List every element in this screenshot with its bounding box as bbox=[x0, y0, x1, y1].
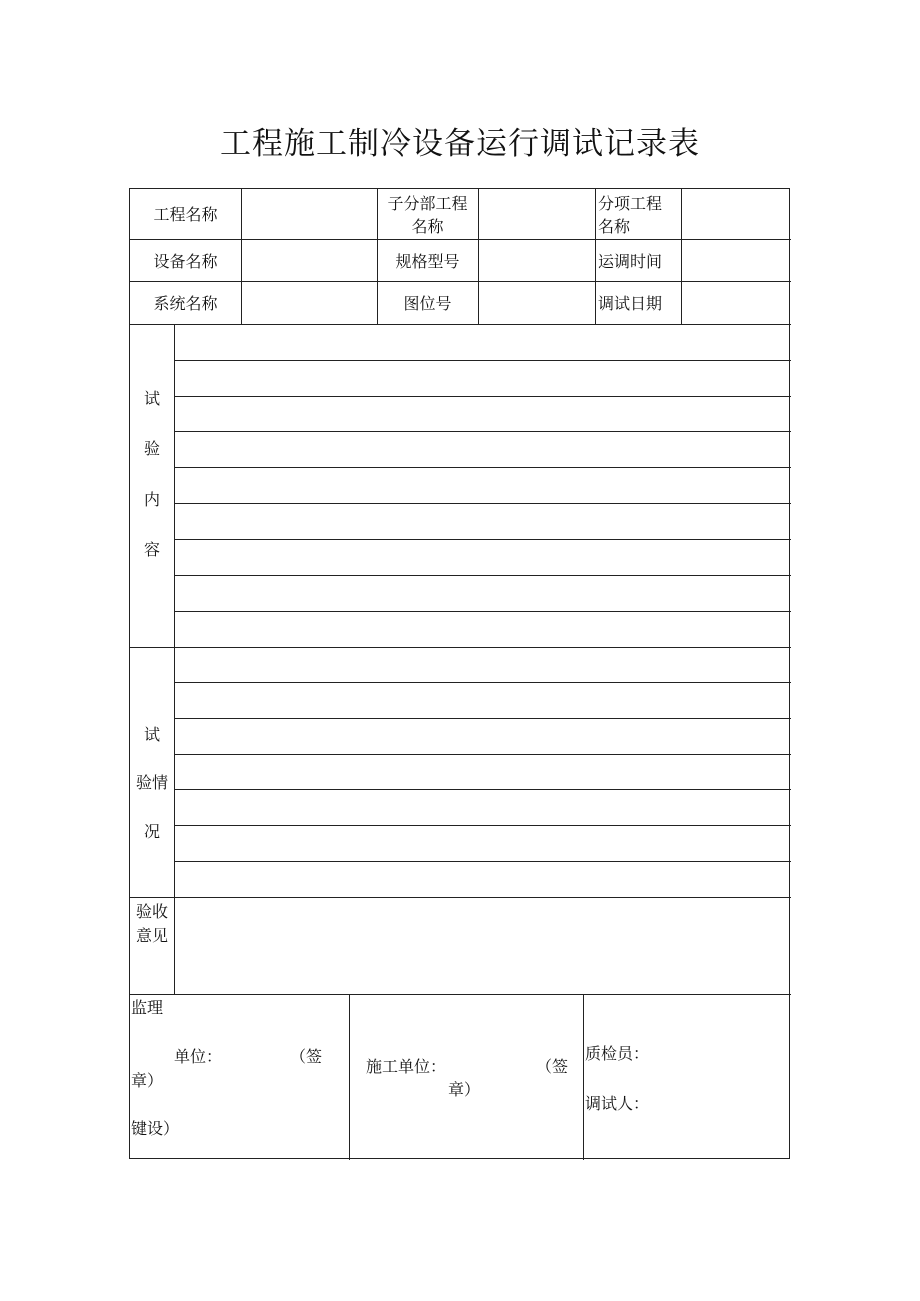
section-divider bbox=[130, 897, 791, 898]
blank-line bbox=[174, 431, 791, 432]
construction-unit-label: 施工单位： bbox=[366, 1057, 447, 1076]
blank-line bbox=[174, 539, 791, 540]
column-divider bbox=[595, 189, 596, 324]
acceptance-label-cont: 意见 bbox=[135, 926, 168, 945]
project-name-label: 工程名称 bbox=[153, 205, 218, 224]
supervision-sign-label: （签 bbox=[290, 1047, 323, 1066]
blank-line bbox=[174, 789, 791, 790]
blank-line bbox=[174, 611, 791, 612]
blank-line bbox=[174, 360, 791, 361]
blank-line bbox=[174, 825, 791, 826]
column-divider bbox=[583, 994, 584, 1160]
construction-sign-label: （签 bbox=[536, 1057, 569, 1076]
blank-line bbox=[174, 682, 791, 683]
acceptance-label: 验收 bbox=[135, 902, 168, 921]
owner-label: 键设） bbox=[131, 1119, 180, 1138]
spec-model-label: 规格型号 bbox=[395, 252, 460, 271]
test-situation-label-char: 验情 bbox=[135, 773, 168, 792]
tester-label: 调试人： bbox=[585, 1094, 650, 1113]
row-divider bbox=[130, 324, 791, 325]
sub-project-label-cont: 名称 bbox=[411, 217, 444, 236]
column-divider bbox=[349, 994, 350, 1160]
column-divider bbox=[478, 189, 479, 324]
equipment-name-label: 设备名称 bbox=[153, 252, 218, 271]
supervision-label: 监理 bbox=[131, 998, 164, 1017]
blank-line bbox=[174, 718, 791, 719]
section-divider bbox=[130, 647, 791, 648]
test-content-label-char: 试 bbox=[143, 389, 160, 408]
item-project-label-cont: 名称 bbox=[598, 217, 631, 236]
blank-line bbox=[174, 754, 791, 755]
test-content-label-char: 容 bbox=[143, 540, 160, 559]
section-divider bbox=[130, 994, 791, 995]
blank-line bbox=[174, 575, 791, 576]
blank-line bbox=[174, 861, 791, 862]
row-divider bbox=[130, 281, 791, 282]
blank-line bbox=[174, 467, 791, 468]
run-time-label: 运调时间 bbox=[598, 252, 663, 271]
quality-inspector-label: 质检员： bbox=[585, 1044, 650, 1063]
test-content-label-char: 验 bbox=[143, 439, 160, 458]
item-project-label: 分项工程 bbox=[598, 194, 663, 213]
blank-line bbox=[174, 396, 791, 397]
column-divider bbox=[241, 189, 242, 324]
record-form-table bbox=[129, 188, 790, 1159]
test-situation-label-char: 况 bbox=[143, 822, 160, 841]
test-content-label-char: 内 bbox=[143, 490, 160, 509]
page-title: 工程施工制冷设备运行调试记录表 bbox=[220, 126, 700, 162]
construction-seal-label: 章） bbox=[448, 1080, 481, 1099]
column-divider bbox=[681, 189, 682, 324]
supervision-unit-label: 单位： bbox=[174, 1047, 223, 1066]
supervision-seal-label: 章） bbox=[131, 1071, 164, 1090]
test-situation-label-char: 试 bbox=[143, 725, 160, 744]
sub-project-label: 子分部工程 bbox=[387, 194, 468, 213]
row-divider bbox=[130, 239, 791, 240]
test-date-label: 调试日期 bbox=[598, 294, 663, 313]
system-name-label: 系统名称 bbox=[153, 294, 218, 313]
blank-line bbox=[174, 503, 791, 504]
drawing-number-label: 图位号 bbox=[403, 294, 452, 313]
label-column-divider bbox=[174, 324, 175, 995]
